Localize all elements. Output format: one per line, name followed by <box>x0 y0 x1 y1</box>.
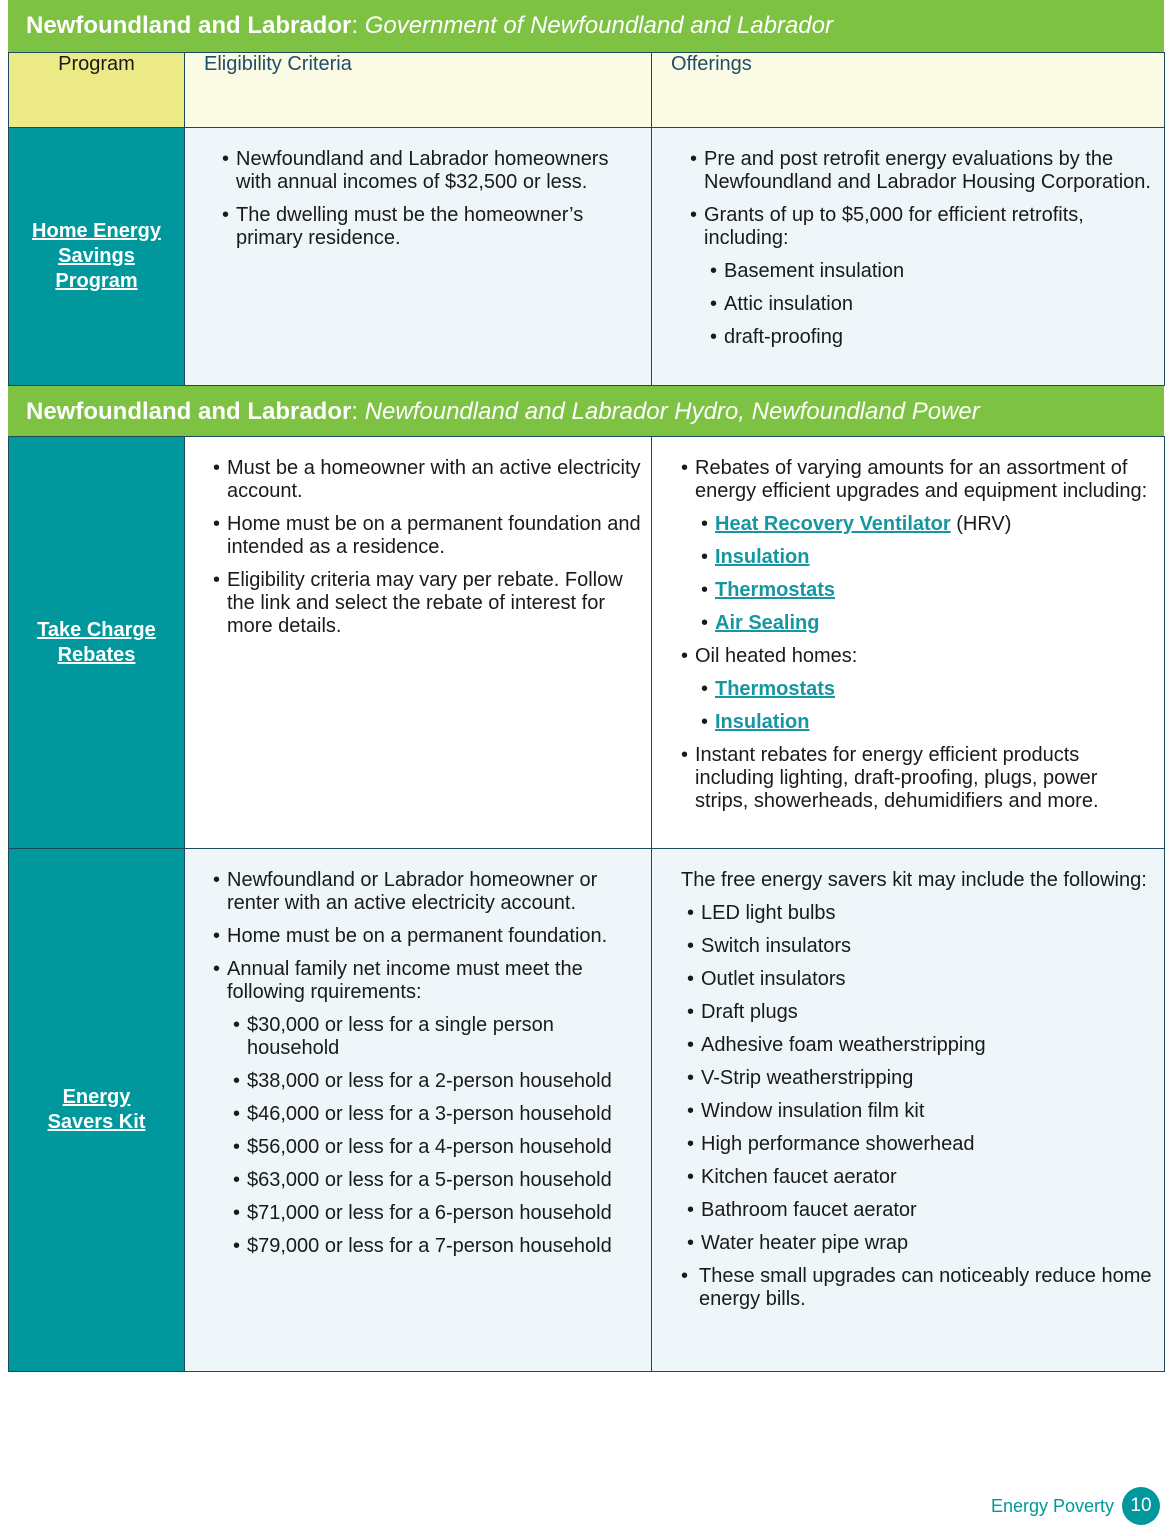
program-cell <box>9 437 185 849</box>
program-link-home-energy-savings[interactable]: Home Energy Savings Program <box>32 220 161 292</box>
link-oil-insulation[interactable]: Insulation <box>715 711 810 733</box>
list-item: • $71,000 or less for a 6-person household <box>227 1202 643 1225</box>
list-item <box>695 711 1152 734</box>
list-item <box>695 579 1152 602</box>
offerings-list <box>690 148 1152 349</box>
section-agency: Newfoundland and Labrador Hydro, Newfoundland Power <box>364 398 980 425</box>
section-province: Newfoundland and Labrador <box>26 398 352 425</box>
list-item <box>695 546 1152 569</box>
table-header-row <box>9 53 1165 128</box>
list-item <box>213 958 643 1258</box>
sub-list <box>227 1014 643 1258</box>
list-item: • Water heater pipe wrap <box>681 1232 1152 1255</box>
list-item <box>681 457 1152 635</box>
program-table-utilities <box>8 436 1165 1372</box>
list-item: • Home must be on a permanent foundation and intended as a residence. <box>213 513 641 559</box>
list-item <box>695 513 1152 536</box>
footer-label: Energy Poverty <box>990 1495 1114 1516</box>
list-item: • Attic insulation <box>704 293 1152 316</box>
header-program: Program <box>9 53 185 128</box>
list-item: • $46,000 or less for a 3-person household <box>227 1103 643 1126</box>
offerings-cell <box>652 849 1165 1372</box>
section-header-government <box>8 0 1164 52</box>
list-item: • LED light bulbs <box>681 902 1152 925</box>
section-separator: : <box>351 12 359 39</box>
list-item-text: Grants of up to $5,000 for efficient retrofits, including: <box>704 204 1084 249</box>
list-item <box>695 678 1152 701</box>
offerings-content <box>681 869 1152 1311</box>
offerings-cell <box>652 128 1165 386</box>
list-item <box>681 645 1152 734</box>
list-item: • Home must be on a permanent foundation. <box>213 925 643 948</box>
list-item: • Switch insulators <box>681 935 1152 958</box>
eligibility-list <box>213 457 641 638</box>
list-item-group <box>681 902 1152 1255</box>
list-item: • Pre and post retrofit energy evaluations by the Newfoundland and Labrador Housing Corporation. <box>690 148 1152 194</box>
page-number: 10 <box>1122 1487 1160 1525</box>
list-item: • Kitchen faucet aerator <box>681 1166 1152 1189</box>
offerings-cell <box>652 437 1165 849</box>
list-item: • $63,000 or less for a 5-person household <box>227 1169 643 1192</box>
list-item: • $79,000 or less for a 7-person household <box>227 1235 643 1258</box>
offerings-intro: The free energy savers kit may include the following: <box>681 869 1147 891</box>
list-item: • The dwelling must be the homeowner’s primary residence. <box>222 204 641 250</box>
section-header-utilities <box>8 386 1164 436</box>
document <box>8 0 1164 1372</box>
table-row <box>9 849 1165 1372</box>
list-item: • $56,000 or less for a 4-person household <box>227 1136 643 1159</box>
sub-list <box>695 513 1152 635</box>
page-footer <box>991 1487 1160 1525</box>
eligibility-list <box>222 148 641 250</box>
list-item-text: Annual family net income must meet the following rquirements: <box>227 958 583 1003</box>
list-item: • These small upgrades can noticeably reduce home energy bills. <box>681 1265 1152 1311</box>
list-item-text: Oil heated homes: <box>695 645 858 667</box>
list-item: • V-Strip weatherstripping <box>681 1067 1152 1090</box>
list-item: • High performance showerhead <box>681 1133 1152 1156</box>
list-item <box>690 204 1152 349</box>
link-air-sealing[interactable]: Air Sealing <box>715 612 820 634</box>
eligibility-list <box>213 869 643 1258</box>
hrv-suffix: (HRV) <box>950 513 1012 535</box>
list-item: • Draft plugs <box>681 1001 1152 1024</box>
program-cell <box>9 849 185 1372</box>
list-item-text: Rebates of varying amounts for an assortment of energy efficient upgrades and equipment including: <box>695 457 1148 502</box>
list-item <box>695 612 1152 635</box>
eligibility-cell <box>185 437 652 849</box>
sub-list <box>695 678 1152 734</box>
program-link-take-charge-rebates[interactable]: Take Charge Rebates <box>37 618 156 666</box>
list-item: • Basement insulation <box>704 260 1152 283</box>
header-offerings: Offerings <box>652 53 1165 128</box>
sub-list <box>704 260 1152 349</box>
header-eligibility: Eligibility Criteria <box>185 53 652 128</box>
list-item: • draft-proofing <box>704 326 1152 349</box>
list-item: • $38,000 or less for a 2-person household <box>227 1070 643 1093</box>
list-item: • Newfoundland and Labrador homeowners with annual incomes of $32,500 or less. <box>222 148 641 194</box>
eligibility-cell <box>185 128 652 386</box>
sub-list <box>681 902 1152 1255</box>
section-agency: Government of Newfoundland and Labrador <box>364 12 833 39</box>
offerings-list <box>681 902 1152 1311</box>
list-item: • Must be a homeowner with an active electricity account. <box>213 457 641 503</box>
program-cell <box>9 128 185 386</box>
list-item: • Bathroom faucet aerator <box>681 1199 1152 1222</box>
list-item: • $30,000 or less for a single person household <box>227 1014 643 1060</box>
link-heat-recovery-ventilator[interactable]: Heat Recovery Ventilator <box>715 513 951 535</box>
section-province: Newfoundland and Labrador <box>26 12 352 39</box>
list-item: • Adhesive foam weatherstripping <box>681 1034 1152 1057</box>
list-item: • Instant rebates for energy efficient products including lighting, draft-proofing, plugs, power strips, showerheads, dehumidifiers and more. <box>681 744 1152 813</box>
list-item: • Eligibility criteria may vary per rebate. Follow the link and select the rebate of interest for more details. <box>213 569 641 638</box>
list-item: • Window insulation film kit <box>681 1100 1152 1123</box>
list-item: • Outlet insulators <box>681 968 1152 991</box>
table-row <box>9 128 1165 386</box>
link-oil-thermostats[interactable]: Thermostats <box>715 678 836 700</box>
program-table-government <box>8 52 1165 386</box>
table-row <box>9 437 1165 849</box>
section-separator: : <box>351 398 359 425</box>
program-link-energy-savers-kit[interactable]: Energy Savers Kit <box>47 1086 146 1133</box>
link-thermostats[interactable]: Thermostats <box>715 579 836 601</box>
link-insulation[interactable]: Insulation <box>715 546 810 568</box>
list-item: • Newfoundland or Labrador homeowner or renter with an active electricity account. <box>213 869 643 915</box>
offerings-list <box>681 457 1152 813</box>
eligibility-cell <box>185 849 652 1372</box>
